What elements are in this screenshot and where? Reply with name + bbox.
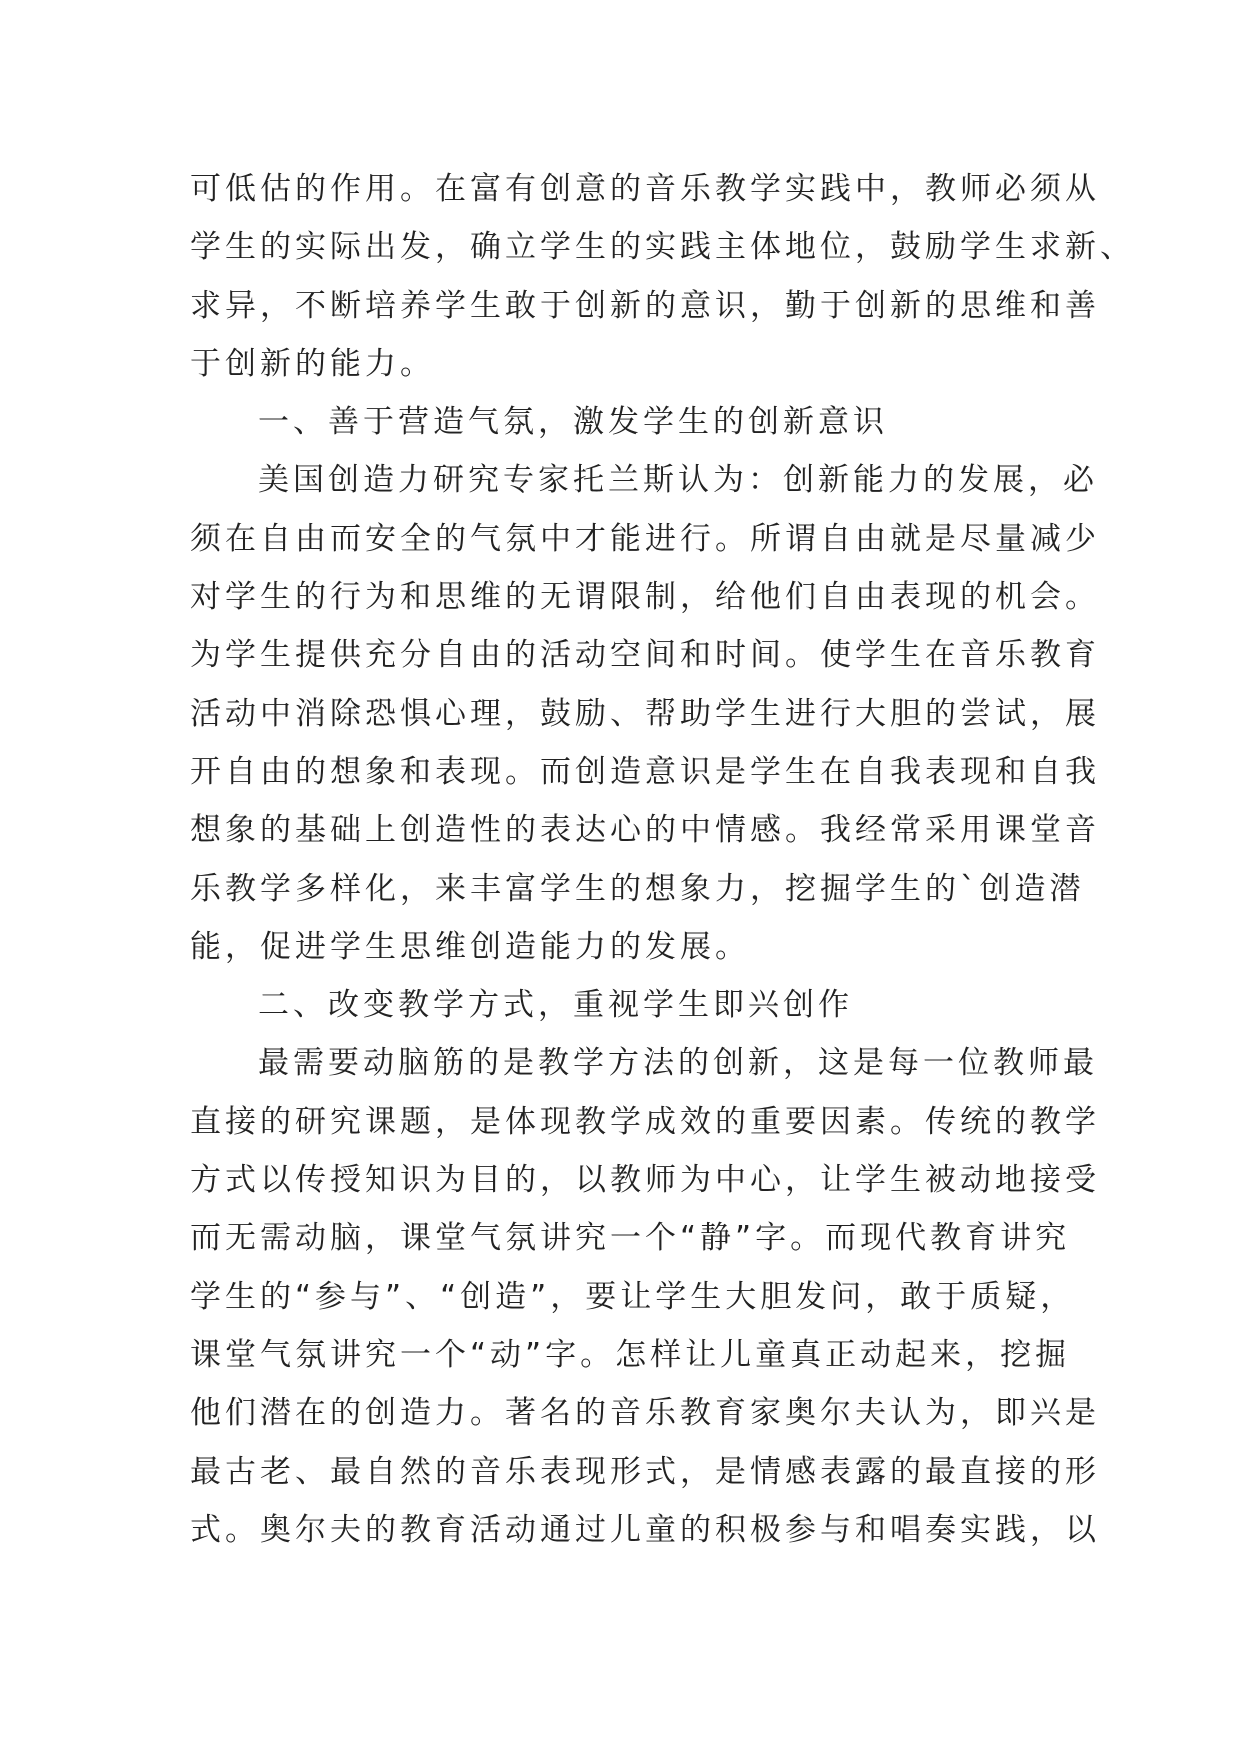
paragraph-line: 于创新的能力。 [190, 345, 435, 382]
paragraph-line-indented: 最需要动脑筋的是教学方法的创新，这是每一位教师最 [258, 1045, 1098, 1082]
paragraph-line: 可低估的作用。在富有创意的音乐教学实践中，教师必须从 [190, 171, 1100, 207]
paragraph-line: 活动中消除恐惧心理，鼓励、帮助学生进行大胆的尝试，展 [190, 695, 1100, 732]
paragraph-line: 最古老、最自然的音乐表现形式，是情感表露的最直接的形 [190, 1453, 1100, 1490]
paragraph-line: 开自由的想象和表现。而创造意识是学生在自我表现和自我 [190, 753, 1100, 790]
paragraph-line-indented: 二、改变教学方式，重视学生即兴创作 [258, 987, 853, 1024]
paragraph-line: 能，促进学生思维创造能力的发展。 [190, 928, 750, 965]
paragraph-line: 想象的基础上创造性的表达心的中情感。我经常采用课堂音 [190, 812, 1100, 849]
paragraph-line: 学生的实际出发，确立学生的实践主体地位，鼓励学生求新、 [190, 229, 1135, 266]
paragraph-line: 对学生的行为和思维的无谓限制，给他们自由表现的机会。 [190, 579, 1100, 616]
paragraph-line: 求异，不断培养学生敢于创新的意识，勤于创新的思维和善 [190, 287, 1100, 324]
paragraph-line: 课堂气氛讲究一个“动”字。怎样让儿童真正动起来，挖掘 [190, 1336, 1071, 1373]
paragraph-line: 学生的“参与”、“创造”，要让学生大胆发问，敢于质疑， [190, 1278, 1076, 1315]
paragraph-line: 他们潜在的创造力。著名的音乐教育家奥尔夫认为，即兴是 [190, 1395, 1100, 1432]
paragraph-line: 须在自由而安全的气氛中才能进行。所谓自由就是尽量减少 [190, 520, 1100, 557]
paragraph-line: 乐教学多样化，来丰富学生的想象力，挖掘学生的`创造潜 [190, 870, 1085, 907]
document-body [190, 160, 1135, 1559]
paragraph-line: 直接的研究课题，是体现教学成效的重要因素。传统的教学 [190, 1103, 1100, 1140]
paragraph-line: 而无需动脑，课堂气氛讲究一个“静”字。而现代教育讲究 [190, 1220, 1071, 1257]
paragraph-line: 式。奥尔夫的教育活动通过儿童的积极参与和唱奏实践，以 [190, 1511, 1100, 1548]
paragraph-line-indented: 美国创造力研究专家托兰斯认为：创新能力的发展，必 [258, 462, 1098, 499]
paragraph-line-indented: 一、善于营造气氛，激发学生的创新意识 [258, 404, 888, 441]
paragraph-line: 方式以传授知识为目的，以教师为中心，让学生被动地接受 [190, 1162, 1100, 1199]
paragraph-line: 为学生提供充分自由的活动空间和时间。使学生在音乐教育 [190, 637, 1100, 674]
